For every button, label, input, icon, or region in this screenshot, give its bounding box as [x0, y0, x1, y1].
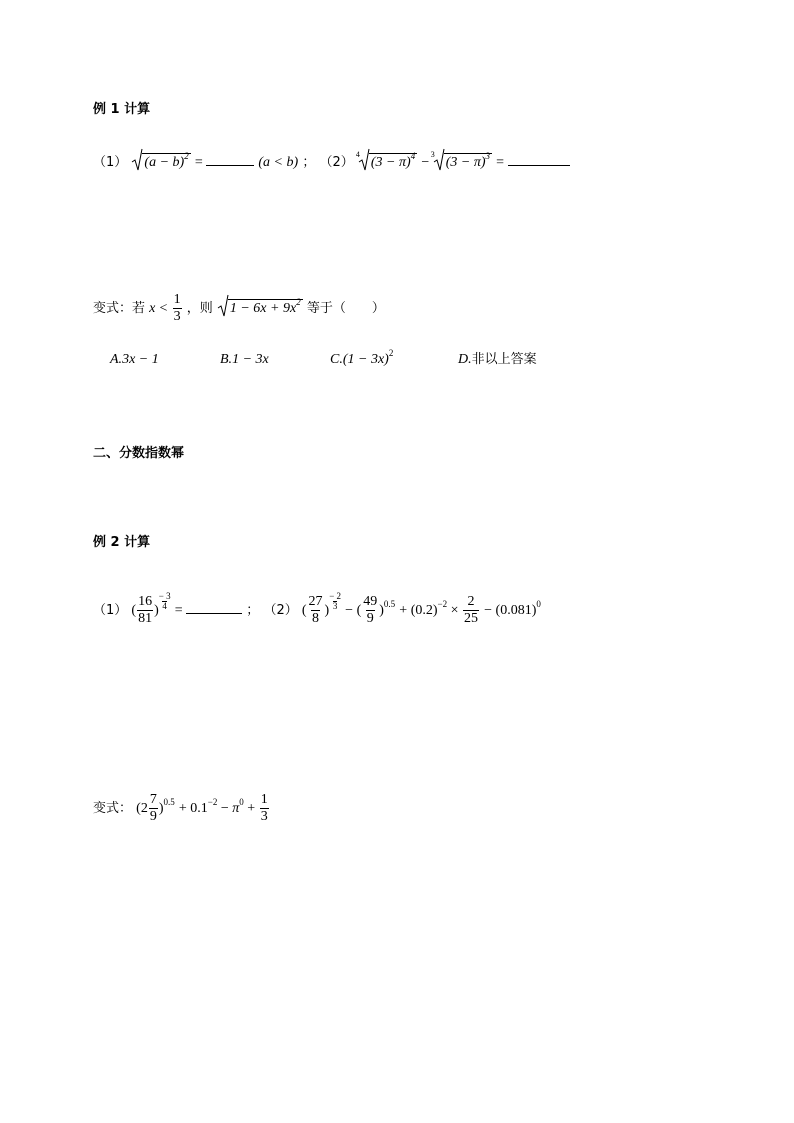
- variant-1-tail: 等于（ ）: [306, 301, 385, 316]
- choice-options: [110, 348, 570, 370]
- example-2-problems: （1） ( $\frac{16}{81}$ ) $\frac{- 3}{4}$ = ； （2） ( $\frac{27}{8}$ ) $\frac{- 2}{3}$ − ( $\frac{49}{9}$ )$^{0.5} + (0.2)^{-2}$ × $\frac{2}{25}$ − $(0.081)^0$: [93, 591, 541, 626]
- fraction-2-25: $\frac{2}{25}$: [464, 594, 479, 626]
- fraction-one-third: $\frac{1}{3}$: [173, 292, 181, 324]
- sqrt-expression-variant: $1 - 6x + 9x^2$: [218, 299, 303, 317]
- variant-1-prefix: 变式：若: [93, 301, 146, 316]
- problem-1-label: （1）: [93, 155, 128, 170]
- section-2-title: 二、分数指数幂: [93, 446, 185, 461]
- option-a[interactable]: A.3x − 1: [110, 352, 159, 367]
- cube-root-expression: 3 $(3 - \pi)^3$: [430, 150, 491, 170]
- variant-2: 变式： (2 $\frac{7}{9}$ )$^{0.5} + 0.1^{-2} - \pi^0$ + $\frac{1}{3}$: [93, 792, 268, 824]
- fraction-49-9: $\frac{49}{9}$: [363, 594, 378, 626]
- answer-blank-1[interactable]: [206, 153, 254, 166]
- variant-2-prefix: 变式：: [93, 801, 133, 816]
- problem-2-label: （2）: [319, 155, 354, 170]
- example-1-problems: （1） $(a - b)^2 = (a < b)$ ； （2） 4 $(3 - \pi)^4$ − 3 $(3 - \pi)^3$ =: [93, 153, 570, 171]
- example-2-title: 例 2 计算: [93, 535, 151, 550]
- fraction-1-3: $\frac{1}{3}$: [260, 792, 268, 824]
- sqrt-expression-1: $(a - b)^2$: [132, 153, 190, 171]
- example-1-title: 例 1 计算: [93, 102, 151, 117]
- separator: ；: [302, 155, 316, 170]
- fraction-27-8: $\frac{27}{8}$: [308, 594, 323, 626]
- option-b[interactable]: B.1 − 3x: [220, 352, 269, 367]
- answer-blank-3[interactable]: [186, 601, 242, 614]
- problem-1-label: （1）: [93, 603, 128, 618]
- option-d[interactable]: D.非以上答案: [458, 352, 537, 367]
- fourth-root-expression: 4 $(3 - \pi)^4$: [355, 150, 416, 170]
- condition-a-lt-b: (a < b): [258, 155, 299, 170]
- fraction-16-81: $\frac{16}{81}$: [138, 594, 153, 626]
- option-c[interactable]: $C.(1 - 3x)^2$: [330, 348, 394, 367]
- answer-blank-2[interactable]: [508, 153, 570, 166]
- variant-1: 变式：若 x < $\frac{1}{3}$ ，则 $1 - 6x + 9x^2$ 等于（ ）: [93, 292, 385, 324]
- fraction-7-9: $\frac{7}{9}$: [149, 792, 157, 824]
- problem-2-label: （2）: [263, 603, 298, 618]
